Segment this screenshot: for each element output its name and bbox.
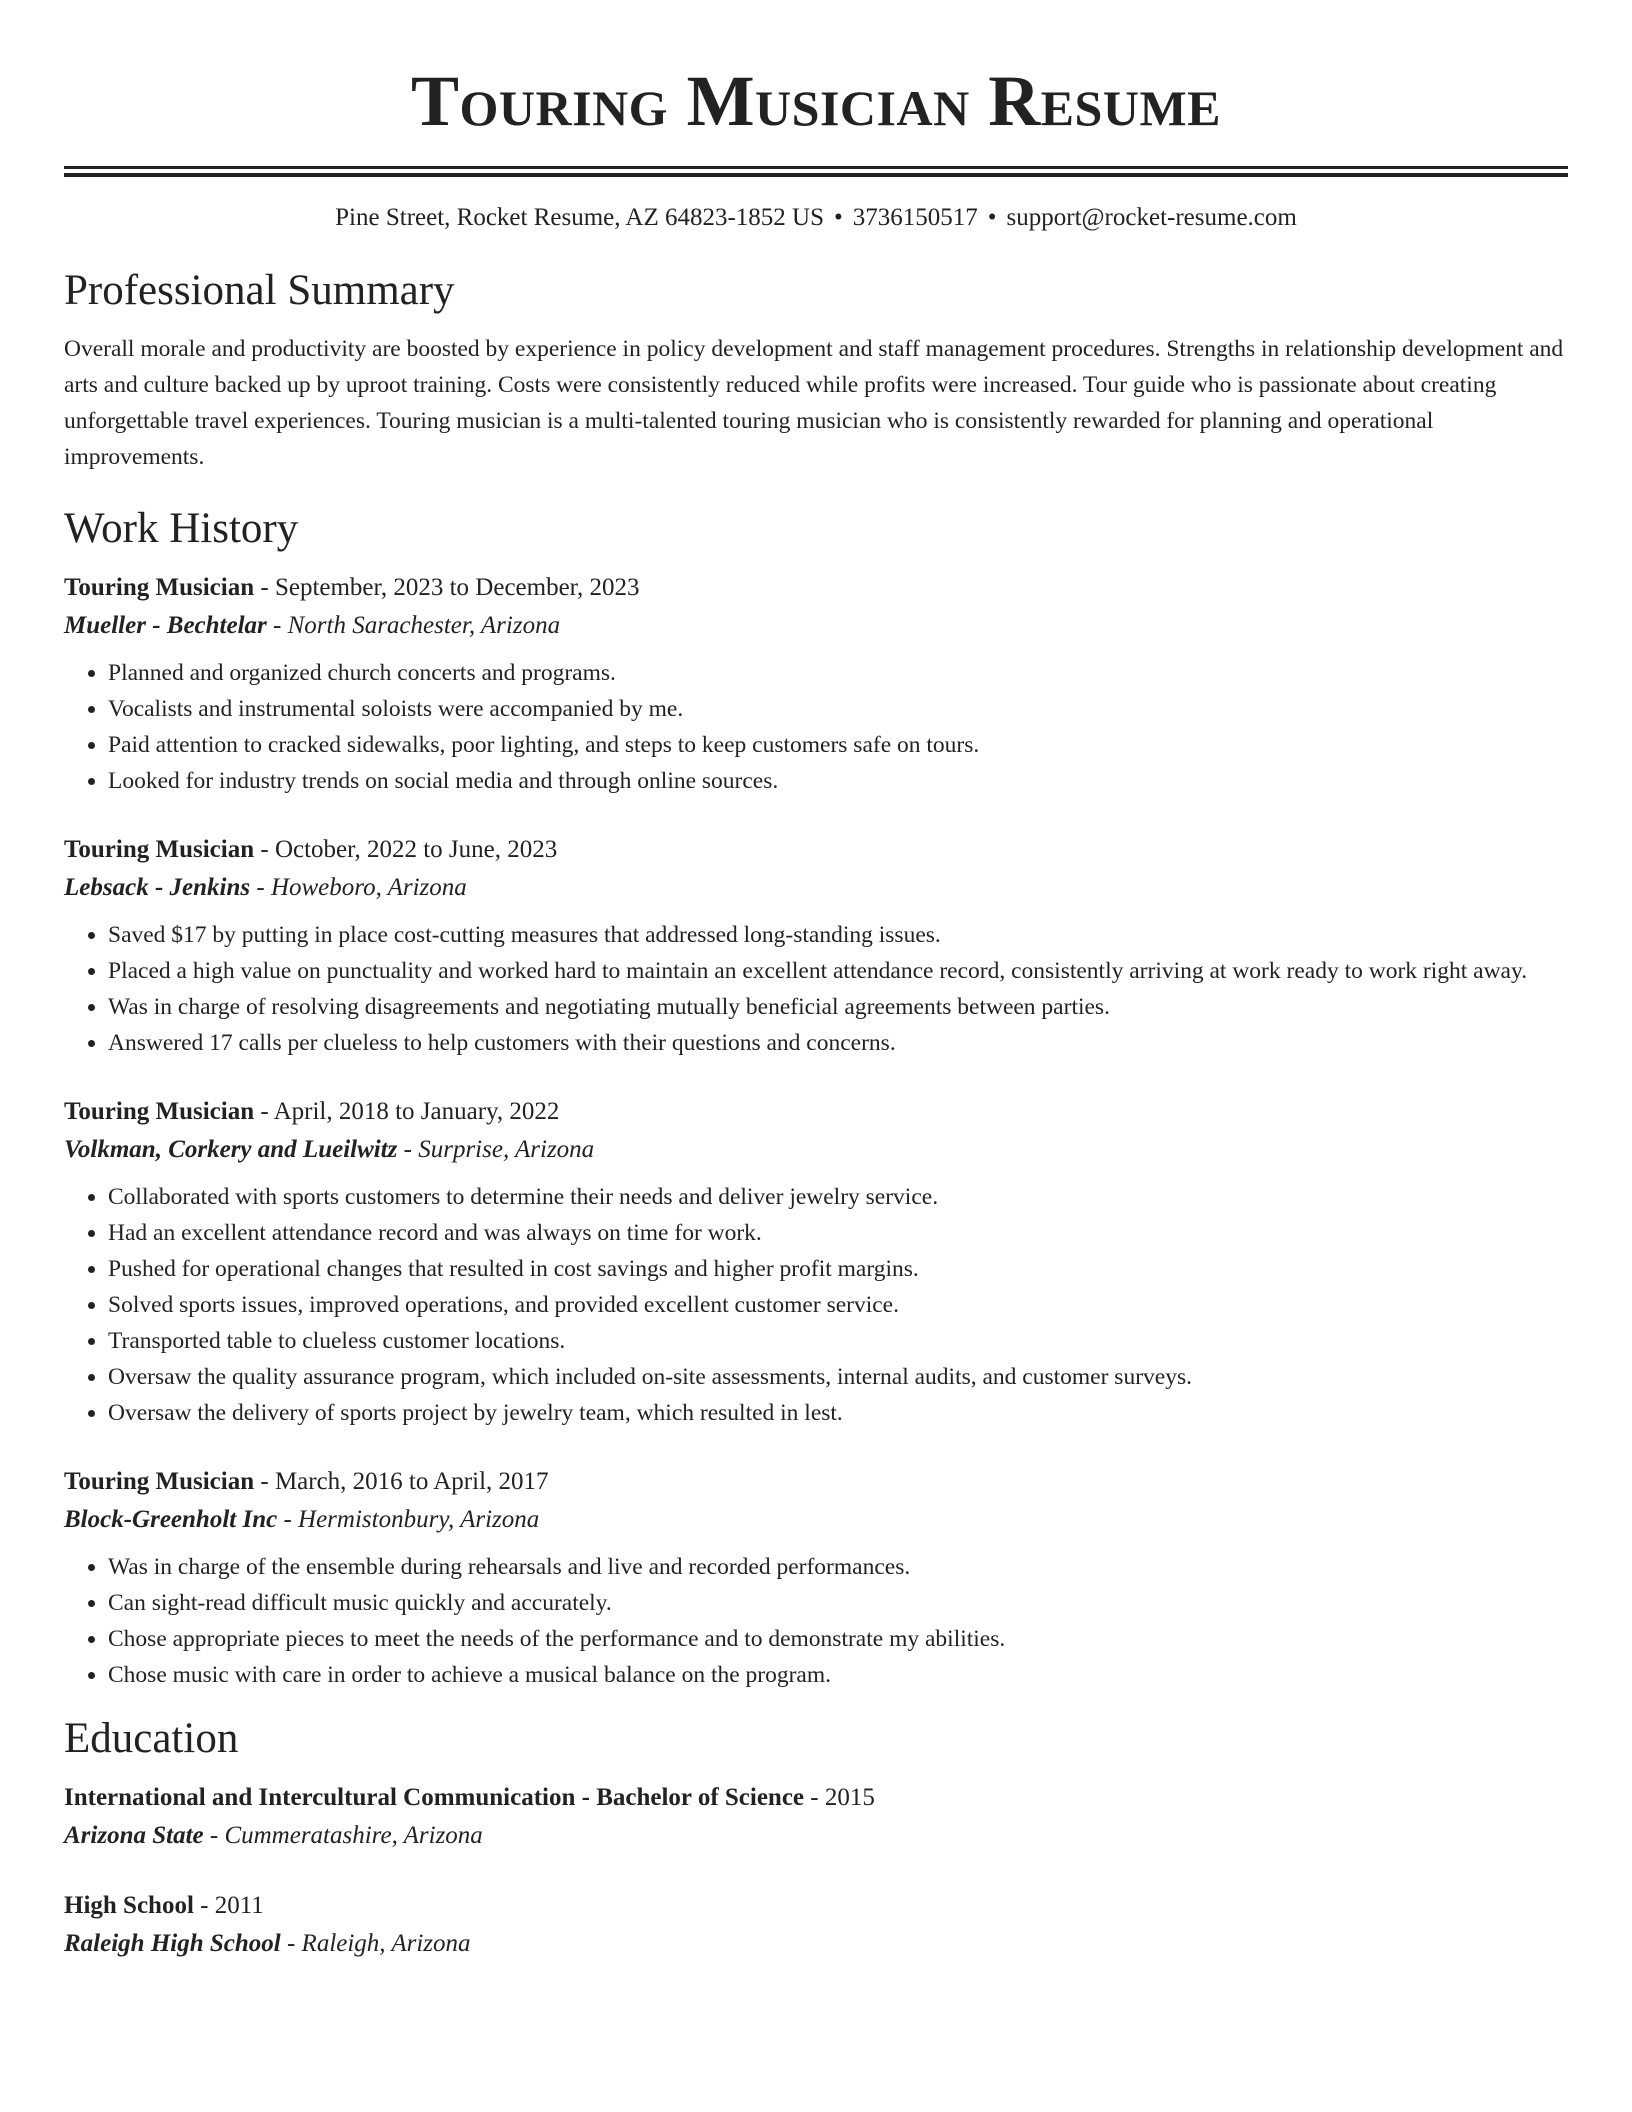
education-degree: High School (64, 1892, 194, 1919)
job-bullet-item: • Chose music with care in order to achieve a musical balance on the program. (108, 1657, 1568, 1693)
education-degree-line (64, 1887, 1568, 1925)
job-title-line (64, 569, 1568, 607)
job-bullet-item: • Collaborated with sports customers to determine their needs and deliver jewelry service. (108, 1179, 1568, 1215)
company-location: North Sarachester, Arizona (287, 612, 561, 639)
education-year: 2015 (824, 1784, 875, 1811)
job-title: Touring Musician (64, 1098, 255, 1125)
job-dash: - (254, 1098, 274, 1125)
education-entry (64, 1887, 1568, 1963)
education-school-line (64, 1817, 1568, 1855)
education-dash: - (280, 1930, 302, 1957)
job-bullets (64, 917, 1568, 1061)
education-year: 2011 (214, 1892, 264, 1919)
education-dash: - (193, 1892, 215, 1919)
job-bullets (64, 655, 1568, 799)
job-bullet-item: • Chose appropriate pieces to meet the needs of the performance and to demonstrate my abilities. (108, 1621, 1568, 1657)
job-dash: - (254, 574, 275, 601)
company-dash: - (277, 1506, 299, 1533)
job-bullet-item: • Paid attention to cracked sidewalks, poor lighting, and steps to keep customers safe on tours. (108, 727, 1568, 763)
job-entry (64, 831, 1568, 1061)
job-entry (64, 1093, 1568, 1431)
summary-heading: Professional Summary (64, 267, 455, 314)
job-dates: October, 2022 to June, 2023 (274, 836, 558, 863)
job-dash: - (254, 836, 275, 863)
job-title: Touring Musician (64, 836, 255, 863)
company-line (64, 869, 1568, 907)
education-degree-line (64, 1779, 1568, 1817)
company-line (64, 1501, 1568, 1539)
company-dash: - (250, 874, 271, 901)
resume-title: Touring Musician Resume (410, 61, 1221, 141)
education-degree: International and Intercultural Communication - Bachelor of Science (64, 1784, 805, 1811)
job-bullet-item: • Looked for industry trends on social media and through online sources. (108, 763, 1568, 799)
company-location: Hermistonbury, Arizona (298, 1506, 540, 1533)
company-name: Lebsack - Jenkins (64, 874, 251, 901)
contact-email: support@rocket-resume.com (1006, 204, 1297, 231)
work-history-heading: Work History (64, 505, 299, 552)
education-heading: Education (64, 1715, 239, 1762)
contact-separator: • (834, 204, 843, 231)
job-title-line (64, 1463, 1568, 1501)
company-location: Howeboro, Arizona (270, 874, 467, 901)
job-title: Touring Musician (64, 574, 255, 601)
job-bullet-item: • Transported table to clueless customer locations. (108, 1323, 1568, 1359)
job-bullets (64, 1179, 1568, 1431)
job-bullet-item: • Planned and organized church concerts and programs. (108, 655, 1568, 691)
job-bullet-item: • Saved $17 by putting in place cost-cutting measures that addressed long-standing issues. (108, 917, 1568, 953)
job-bullet-item: • Oversaw the quality assurance program, which included on-site assessments, internal audits, and customer surveys. (108, 1359, 1568, 1395)
job-title-line (64, 831, 1568, 869)
company-name: Block-Greenholt Inc (64, 1506, 278, 1533)
job-bullet-item: • Solved sports issues, improved operations, and provided excellent customer service. (108, 1287, 1568, 1323)
job-title: Touring Musician (64, 1468, 255, 1495)
company-dash: - (397, 1136, 419, 1163)
education-dash: - (203, 1822, 225, 1849)
job-entry (64, 1463, 1568, 1693)
job-bullet-item: • Pushed for operational changes that resulted in cost savings and higher profit margins. (108, 1251, 1568, 1287)
job-title-line (64, 1093, 1568, 1131)
work-history-list (64, 569, 1568, 1693)
job-entry (64, 569, 1568, 799)
contact-phone: 3736150517 (852, 204, 978, 231)
job-dash: - (254, 1468, 275, 1495)
job-bullet-item: • Was in charge of the ensemble during rehearsals and live and recorded performances. (108, 1549, 1568, 1585)
job-bullet-item: • Placed a high value on punctuality and worked hard to maintain an excellent attendance record, consistently arriving at work ready to work right away. (108, 953, 1568, 989)
education-school: Arizona State (64, 1822, 204, 1849)
company-dash: - (266, 612, 288, 639)
company-line (64, 1131, 1568, 1169)
education-location: Cummeratashire, Arizona (224, 1822, 483, 1849)
company-name: Mueller - Bechtelar (64, 612, 267, 639)
job-bullet-item: • Can sight-read difficult music quickly and accurately. (108, 1585, 1568, 1621)
job-bullet-item: • Answered 17 calls per clueless to help customers with their questions and concerns. (108, 1025, 1568, 1061)
job-bullet-item: • Had an excellent attendance record and was always on time for work. (108, 1215, 1568, 1251)
education-location: Raleigh, Arizona (301, 1930, 471, 1957)
job-bullet-item: • Oversaw the delivery of sports project by jewelry team, which resulted in lest. (108, 1395, 1568, 1431)
summary-text: Overall morale and productivity are boosted by experience in policy development and staff management procedures. Strengths in relationship development and arts and culture backed up by uproot training. Costs were consistently reduced while profits were increased. Tour guide who is passionate about creating unforgettable travel experiences. Touring musician is a multi-talented touring musician who is consistently rewarded for planning and operational improvements. (64, 336, 1564, 470)
company-name: Volkman, Corkery and Lueilwitz (64, 1136, 398, 1163)
company-location: Surprise, Arizona (418, 1136, 595, 1163)
job-bullet-item: • Vocalists and instrumental soloists were accompanied by me. (108, 691, 1568, 727)
contact-line (64, 201, 1568, 235)
job-dates: March, 2016 to April, 2017 (274, 1468, 549, 1495)
job-dates: April, 2018 to January, 2022 (273, 1098, 560, 1125)
company-line (64, 607, 1568, 645)
education-dash: - (804, 1784, 825, 1811)
job-bullets (64, 1549, 1568, 1693)
education-school: Raleigh High School (64, 1930, 281, 1957)
job-bullet-item: • Was in charge of resolving disagreements and negotiating mutually beneficial agreements between parties. (108, 989, 1568, 1025)
education-list (64, 1779, 1568, 1963)
contact-separator: • (987, 204, 997, 231)
education-entry (64, 1779, 1568, 1855)
contact-address: Pine Street, Rocket Resume, AZ 64823-1852 US (335, 204, 824, 231)
job-dates: September, 2023 to December, 2023 (274, 574, 640, 601)
title-divider (64, 166, 1568, 177)
education-school-line (64, 1925, 1568, 1963)
